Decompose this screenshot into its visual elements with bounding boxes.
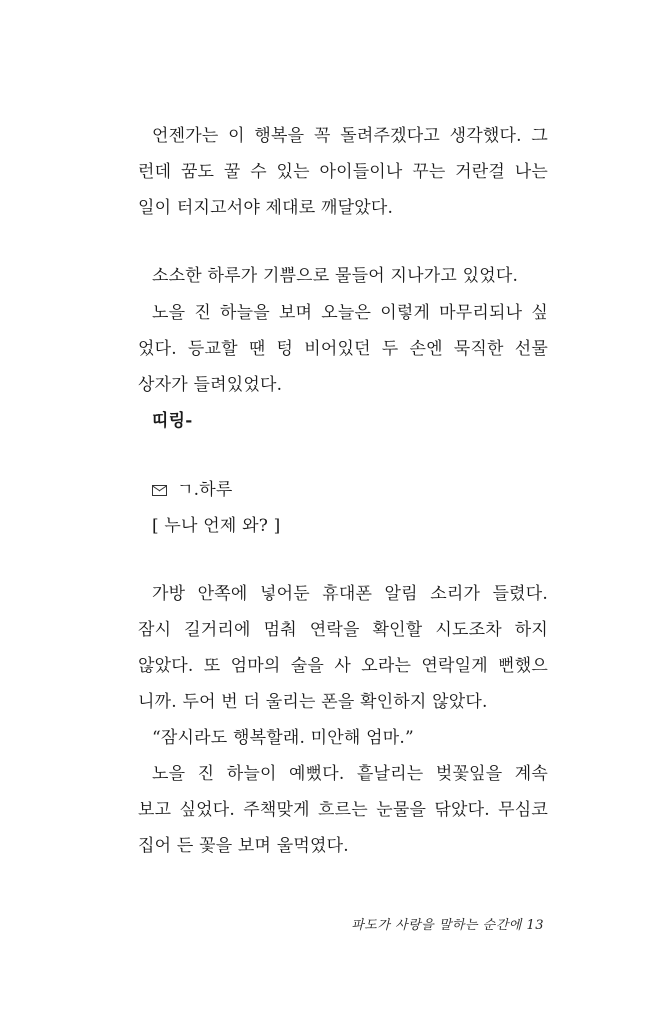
page-number: 13 xyxy=(526,918,544,933)
para1-line-2: 런데 꿈도 꿀 수 있는 아이들이나 꾸는 거란걸 나는 xyxy=(138,162,548,182)
ding-sound: 띠링- xyxy=(152,411,193,431)
para3-line-2: 었다. 등교할 땐 텅 비어있던 두 손엔 묵직한 선물 xyxy=(138,339,548,359)
para4-line-4: 니까. 두어 번 더 울리는 폰을 확인하지 않았다. xyxy=(138,692,488,712)
running-title: 파도가 사랑을 말하는 순간에 xyxy=(351,918,522,933)
para3-line-3: 상자가 들려있었다. xyxy=(138,375,283,395)
para2-line-1: 소소한 하루가 기쁨으로 물들어 지나가고 있었다. xyxy=(152,266,519,286)
message-text: [ 누나 언제 와? ] xyxy=(152,516,281,536)
quote-line: “잠시라도 행복할래. 미안해 엄마.” xyxy=(152,728,414,748)
page-footer xyxy=(351,914,544,933)
para4-line-3: 않았다. 또 엄마의 술을 사 오라는 연락일게 뻔했으 xyxy=(138,656,548,676)
para1-line-1: 언젠가는 이 행복을 꼭 돌려주겠다고 생각했다. 그 xyxy=(152,126,548,146)
para5-line-1: 노을 진 하늘이 예뻤다. 흩날리는 벚꽃잎을 계속 xyxy=(152,764,548,784)
envelope-icon xyxy=(152,485,167,496)
para4-line-1: 가방 안쪽에 넣어둔 휴대폰 알림 소리가 들렸다. xyxy=(152,584,548,604)
message-sender-line xyxy=(152,478,548,502)
para1-line-3: 일이 터지고서야 제대로 깨달았다. xyxy=(138,198,394,218)
para4-line-2: 잠시 길거리에 멈춰 연락을 확인할 시도조차 하지 xyxy=(138,620,548,640)
message-sender: ㄱ.하루 xyxy=(177,480,233,500)
para5-line-2: 보고 싶었다. 주책맞게 흐르는 눈물을 닦았다. 무심코 xyxy=(138,800,548,820)
para5-line-3: 집어 든 꽃을 보며 울먹였다. xyxy=(138,836,349,856)
para3-line-1: 노을 진 하늘을 보며 오늘은 이렇게 마무리되나 싶 xyxy=(152,303,548,323)
